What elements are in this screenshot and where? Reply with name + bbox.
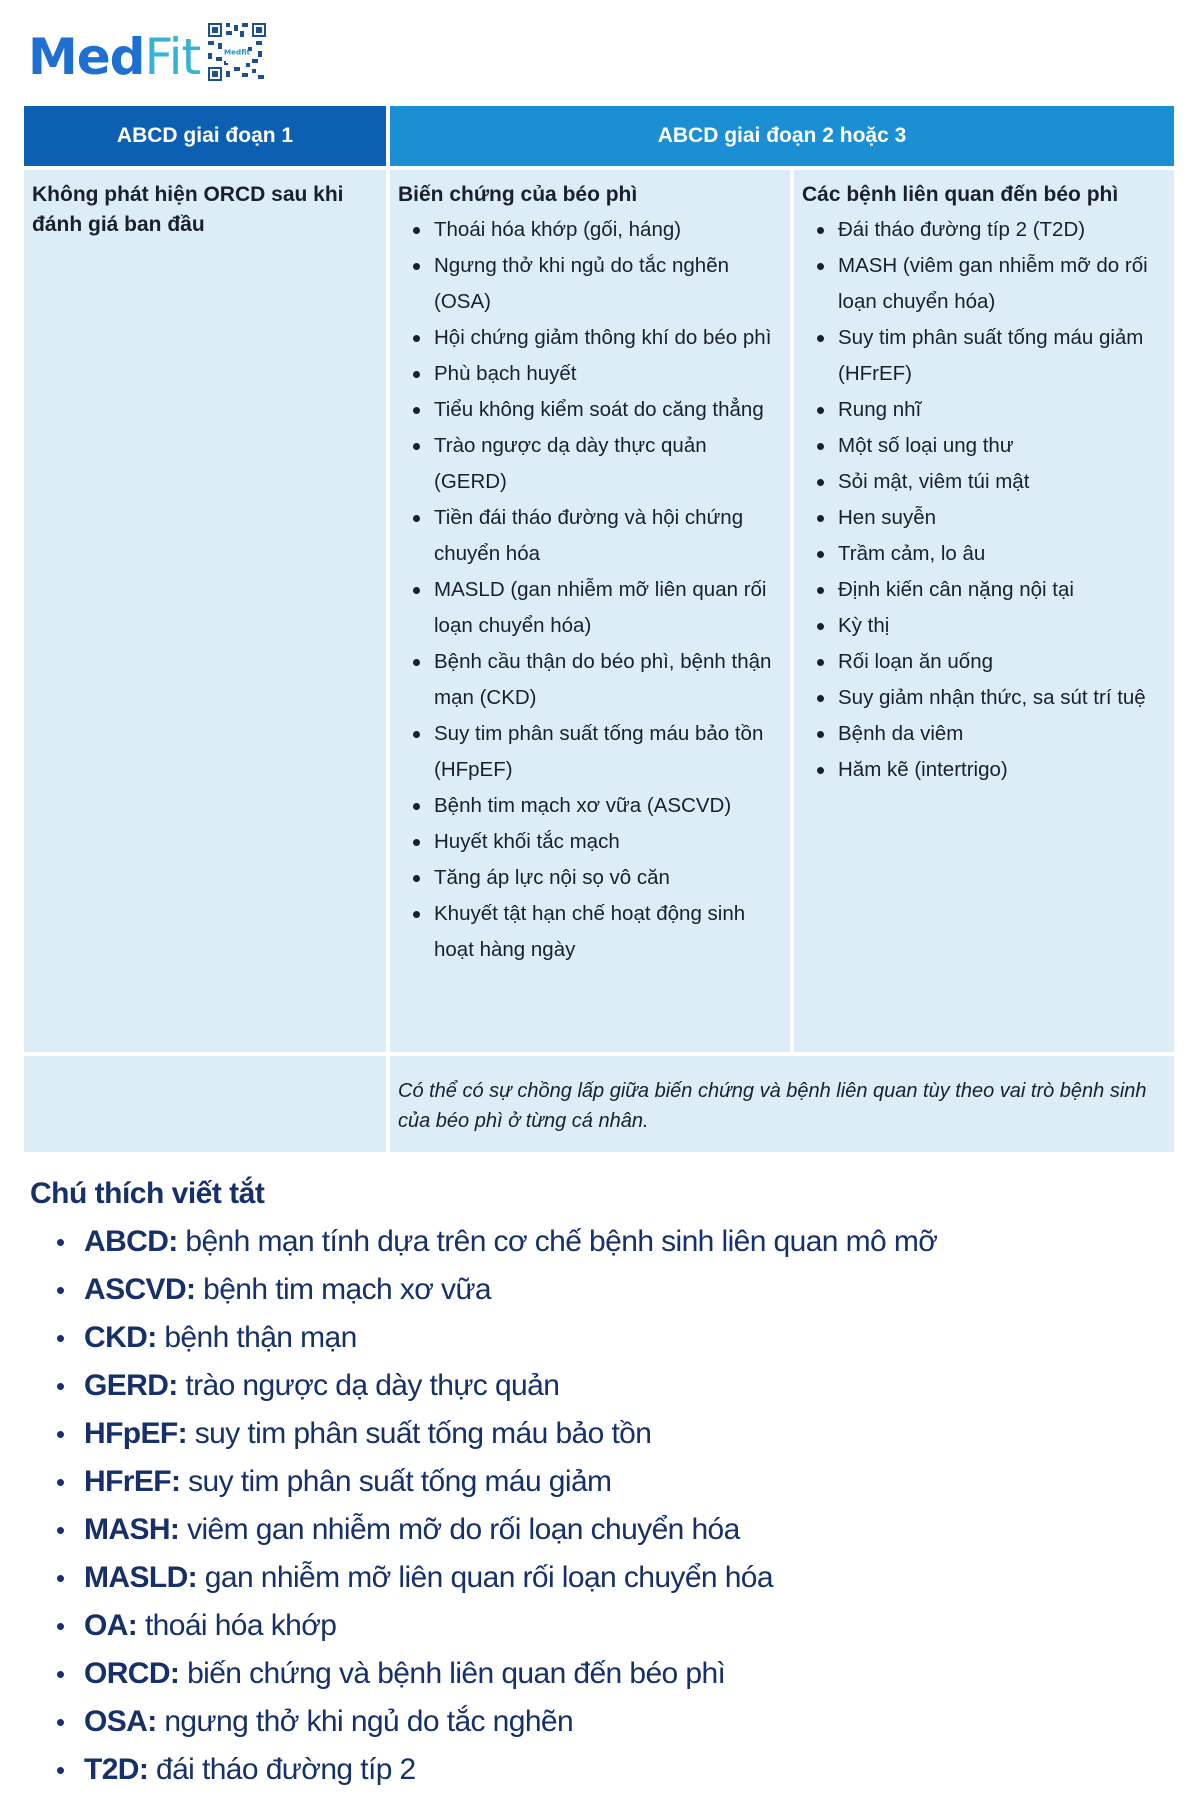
header-stage-1: ABCD giai đoạn 1 [24,106,386,166]
related-diseases-cell [794,170,1174,1052]
stage-1-cell [24,170,386,1052]
list-item: Bệnh cầu thận do béo phì, bệnh thận mạn (CKD) [398,644,782,716]
abbreviation-definition: suy tim phân suất tống máu bảo tồn [187,1417,652,1450]
abbreviation-item [30,1458,1170,1506]
list-item: Trầm cảm, lo âu [802,536,1166,572]
abbreviations-list [30,1218,1170,1794]
stage-1-text: Không phát hiện ORCD sau khi đánh giá ban đầu [32,183,344,236]
abbreviation-term: CKD: [84,1321,157,1354]
abbreviation-item [30,1410,1170,1458]
abbreviation-term: HFpEF: [84,1417,188,1450]
complications-cell [390,170,790,1052]
complications-list [398,212,782,968]
list-item: MASLD (gan nhiễm mỡ liên quan rối loạn chuyển hóa) [398,572,782,644]
abbreviation-term: ABCD: [84,1225,178,1258]
abbreviation-definition: ngưng thở khi ngủ do tắc nghẽn [156,1705,574,1738]
abbreviation-item [30,1314,1170,1362]
logo-part-med: Med [28,28,145,86]
abbreviation-definition: bệnh thận mạn [156,1321,357,1354]
table-note-row [24,1056,1174,1152]
abbreviation-definition: suy tim phân suất tống máu giảm [180,1465,612,1498]
abbreviation-term: ASCVD: [84,1273,196,1306]
list-item: Bệnh da viêm [802,716,1166,752]
list-item: Hăm kẽ (intertrigo) [802,752,1166,788]
list-item: Bệnh tim mạch xơ vữa (ASCVD) [398,788,782,824]
list-item: Tiểu không kiểm soát do căng thẳng [398,392,782,428]
related-diseases-list [802,212,1166,788]
abbreviation-term: MASLD: [84,1561,198,1594]
list-item: Một số loại ung thư [802,428,1166,464]
list-item: Tiền đái tháo đường và hội chứng chuyển hóa [398,500,782,572]
note-cell [390,1056,1174,1152]
list-item: Suy tim phân suất tống máu bảo tồn (HFpEF) [398,716,782,788]
list-item: Rung nhĩ [802,392,1166,428]
logo-wordmark [28,28,201,86]
list-item: Suy tim phân suất tống máu giảm (HFrEF) [802,320,1166,392]
abbreviation-definition: bệnh tim mạch xơ vữa [195,1273,492,1306]
abbreviation-item [30,1698,1170,1746]
table-header-row [24,106,1174,166]
list-item: Thoái hóa khớp (gối, háng) [398,212,782,248]
list-item: Trào ngược dạ dày thực quản (GERD) [398,428,782,500]
list-item: Hội chứng giảm thông khí do béo phì [398,320,782,356]
list-item: Khuyết tật hạn chế hoạt động sinh hoạt hàng ngày [398,896,782,968]
list-item: MASH (viêm gan nhiễm mỡ do rối loạn chuyển hóa) [802,248,1166,320]
abbreviation-term: OSA: [84,1705,157,1738]
list-item: Rối loạn ăn uống [802,644,1166,680]
abbreviation-term: HFrEF: [84,1465,181,1498]
abbreviation-item [30,1506,1170,1554]
logo-part-fit: Fit [144,28,201,86]
list-item: Phù bạch huyết [398,356,782,392]
overlap-note: Có thể có sự chồng lấp giữa biến chứng và bệnh liên quan tùy theo vai trò bệnh sinh của béo phì ở từng cá nhân. [398,1080,1147,1132]
abbreviation-item [30,1554,1170,1602]
abbreviation-item [30,1650,1170,1698]
abbreviation-term: OA: [84,1609,138,1642]
abbreviation-item [30,1362,1170,1410]
related-diseases-title: Các bệnh liên quan đến béo phì [802,183,1119,206]
list-item: Sỏi mật, viêm túi mật [802,464,1166,500]
list-item: Kỳ thị [802,608,1166,644]
abbreviation-definition: trào ngược dạ dày thực quản [177,1369,560,1402]
list-item: Huyết khối tắc mạch [398,824,782,860]
abbreviation-term: ORCD: [84,1657,180,1690]
abbreviation-definition: biến chứng và bệnh liên quan đến béo phì [179,1657,726,1690]
abbreviation-definition: viêm gan nhiễm mỡ do rối loạn chuyển hóa [179,1513,740,1546]
list-item: Ngưng thở khi ngủ do tắc nghẽn (OSA) [398,248,782,320]
list-item: Tăng áp lực nội sọ vô căn [398,860,782,896]
qr-label: Medfit [224,47,251,57]
list-item: Đái tháo đường típ 2 (T2D) [802,212,1166,248]
abbreviation-item [30,1266,1170,1314]
abbreviation-item [30,1602,1170,1650]
abbreviation-term: MASH: [84,1513,180,1546]
medfit-logo [28,22,266,92]
abbreviation-term: GERD: [84,1369,178,1402]
qr-code-icon [208,23,266,81]
abcd-stage-table [24,106,1174,1152]
abbreviation-definition: bệnh mạn tính dựa trên cơ chế bệnh sinh liên quan mô mỡ [177,1225,938,1258]
list-item: Hen suyễn [802,500,1166,536]
list-item: Suy giảm nhận thức, sa sút trí tuệ [802,680,1166,716]
abbreviations-title: Chú thích viết tắt [30,1177,265,1210]
list-item: Định kiến cân nặng nội tại [802,572,1166,608]
abbreviation-item [30,1746,1170,1794]
abbreviation-definition: gan nhiễm mỡ liên quan rối loạn chuyển hóa [197,1561,773,1594]
abbreviation-item [30,1218,1170,1266]
abbreviation-term: T2D: [84,1753,149,1786]
header-stage-2-3: ABCD giai đoạn 2 hoặc 3 [390,106,1174,166]
abbreviation-definition: thoái hóa khớp [137,1609,337,1642]
note-empty-cell [24,1056,386,1152]
abbreviation-definition: đái tháo đường típ 2 [148,1753,416,1786]
table-body-row [24,170,1174,1052]
complications-title: Biến chứng của béo phì [398,183,638,206]
abbreviations-section [30,1170,1170,1794]
